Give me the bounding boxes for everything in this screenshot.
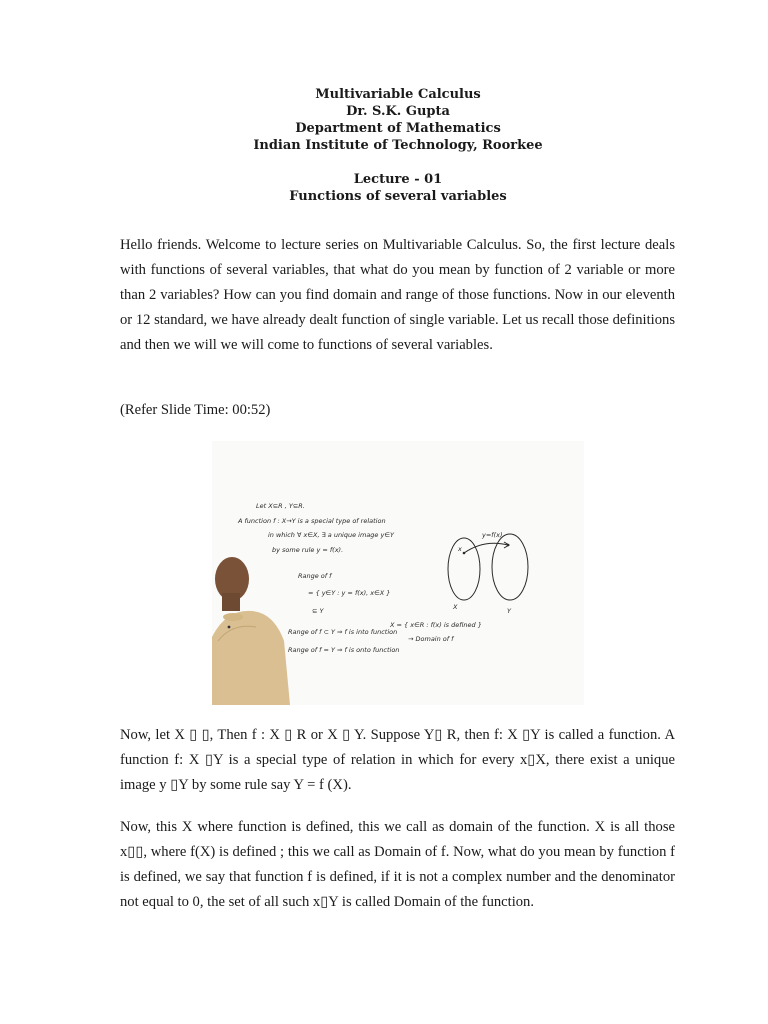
board-line: Range of f bbox=[298, 572, 332, 580]
title-block bbox=[120, 86, 676, 205]
lecture-slide-image bbox=[212, 441, 584, 705]
board-line: in which ∀ x∈X, ∃ a unique image y∈Y bbox=[268, 531, 394, 539]
board-line: Let X⊆R , Y⊆R. bbox=[256, 502, 305, 510]
department-name: Department of Mathematics bbox=[295, 121, 501, 136]
board-line: A function f : X→Y is a special type of relation bbox=[238, 517, 386, 525]
domain-paragraph: Now, this X where function is defined, this we call as domain of the function. X is all those x▯▯, where f(X) is defined ; this we call as Domain of f. Now, what do you mean by function f is defined, we say that function f is defined, if it is not a complex number and the denominator not equal to 0, the set of all such x▯Y is called Domain of the function. bbox=[120, 819, 675, 910]
point-x bbox=[463, 552, 466, 555]
board-line: by some rule y = f(x). bbox=[272, 546, 344, 554]
diagram-label: x bbox=[458, 545, 462, 553]
domain-note: X = { x∈R : f(x) is defined } bbox=[390, 621, 482, 629]
domain-note: → Domain of f bbox=[408, 635, 454, 643]
board-line: Range of f = Y ⇒ f is onto function bbox=[288, 646, 400, 654]
board-line: Range of f ⊂ Y ⇒ f is into function bbox=[288, 628, 398, 636]
point-fx bbox=[507, 544, 510, 547]
board-line: = { y∈Y : y = f(x), x∈X } bbox=[308, 589, 391, 597]
diagram-label: y=f(x) bbox=[482, 531, 503, 539]
instructor-name: Dr. S.K. Gupta bbox=[346, 104, 450, 119]
function-definition-paragraph: Now, let X ▯ ▯, Then f : X ▯ R or X ▯ Y. Suppose Y▯ R, then f: X ▯Y is called a function. A function f: X ▯Y is a special type of relation in which for every x▯X, there exist a unique image y ▯Y by some rule say Y = f (X). bbox=[120, 727, 675, 793]
whiteboard-illustration bbox=[212, 441, 584, 705]
diagram-label: X bbox=[453, 603, 458, 611]
intro-paragraph: Hello friends. Welcome to lecture series on Multivariable Calculus. So, the first lecture deals with functions of several variables, that what do you mean by function of 2 variable or more than 2 variables? How can you find domain and range of those functions. Now in our eleventh or 12 standard, we have already dealt function of single variable. Let us recall those definitions and then we will we will come to functions of several variables. bbox=[120, 237, 675, 353]
lecture-topic: Functions of several variables bbox=[289, 189, 507, 204]
refer-slide-time: (Refer Slide Time: 00:52) bbox=[120, 402, 271, 418]
institute-name: Indian Institute of Technology, Roorkee bbox=[253, 138, 543, 153]
lecture-number: Lecture - 01 bbox=[353, 172, 443, 187]
board-line: ⊆ Y bbox=[312, 607, 324, 615]
course-title: Multivariable Calculus bbox=[315, 87, 481, 102]
diagram-label: Y bbox=[507, 607, 511, 615]
